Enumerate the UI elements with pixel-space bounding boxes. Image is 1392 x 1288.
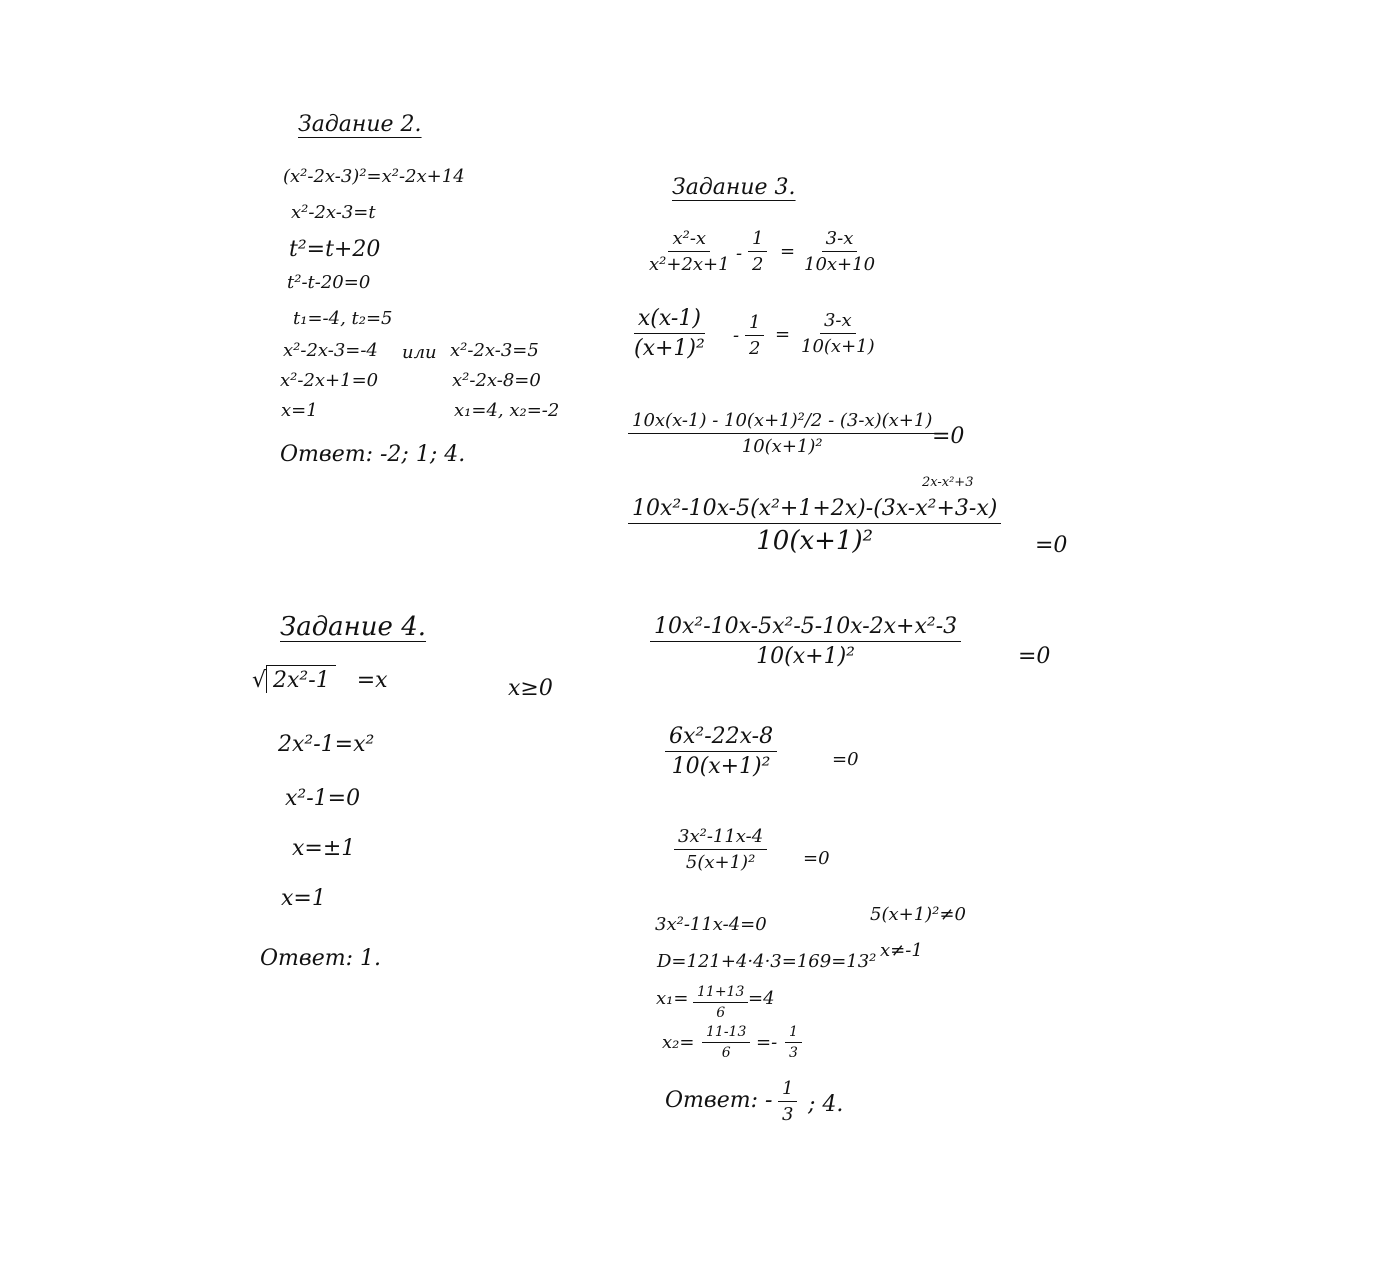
task4-rhs: =x — [356, 668, 388, 693]
denominator: 10(x+1)² — [671, 754, 771, 779]
task3-s6-frac — [665, 724, 777, 779]
denominator: 10x+10 — [804, 254, 876, 275]
task2-case1-line2: x²-2x+1=0 — [280, 370, 379, 391]
task3-s6-rhs: =0 — [832, 749, 859, 770]
task2-case2-line2: x²-2x-8=0 — [452, 370, 541, 391]
task2-case2-line1: x²-2x-3=5 — [450, 340, 539, 361]
task4-condition: x≥0 — [508, 676, 553, 701]
denominator: x²+2x+1 — [649, 254, 730, 275]
task4-equation — [252, 668, 388, 693]
numerator: 1 — [778, 1078, 797, 1102]
task3-x2-label: x₂= — [662, 1032, 695, 1053]
task4-line-1: 2x²-1=x² — [278, 732, 375, 757]
denominator: 10(x+1) — [801, 336, 875, 357]
task2-title: Задание 2. — [298, 112, 422, 137]
task2-line-2: x²-2x-3=t — [291, 202, 376, 223]
denominator: 10(x+1)² — [756, 526, 874, 556]
task2-line-4: t²-t-20=0 — [287, 272, 371, 293]
task3-s2-frac2 — [745, 312, 764, 359]
task2-case2-line3: x₁=4, x₂=-2 — [454, 400, 560, 421]
denominator: 6 — [721, 1045, 731, 1061]
task3-s4-frac — [628, 496, 1001, 556]
denominator: 2 — [749, 338, 761, 359]
denominator: 10(x+1)² — [756, 644, 855, 669]
denominator: 5(x+1)² — [685, 852, 756, 873]
numerator: 6x²-22x-8 — [665, 724, 777, 752]
task3-x2-fraction — [785, 1024, 802, 1061]
task3-x1-label: x₁= — [656, 988, 689, 1009]
numerator: 11+13 — [693, 984, 748, 1003]
task3-condition-2: x≠-1 — [880, 940, 923, 961]
task3-s2-equals: = — [775, 324, 791, 345]
task3-s5-frac — [650, 614, 961, 669]
radicand: 2x²-1 — [266, 665, 336, 693]
numerator: x(x-1) — [634, 306, 705, 334]
numerator: 3-x — [820, 310, 856, 334]
task2-line-1: (x²-2x-3)²=x²-2x+14 — [283, 166, 465, 187]
task3-s2-frac3 — [797, 310, 879, 357]
task3-s4-note: 2x-x²+3 — [922, 475, 974, 490]
task2-case1-line3: x=1 — [281, 400, 318, 421]
task4-line-4: x=1 — [281, 886, 326, 911]
task3-s2-minus: - — [733, 325, 740, 346]
task3-x1-frac — [693, 984, 748, 1021]
task3-answer-suffix: ; 4. — [808, 1092, 844, 1117]
task3-condition-1: 5(x+1)²≠0 — [870, 904, 966, 925]
task3-s1-equals: = — [780, 241, 796, 262]
task4-line-2: x²-1=0 — [285, 786, 361, 811]
task3-s7-rhs: =0 — [803, 848, 830, 869]
numerator: 1 — [745, 312, 764, 336]
task3-s2-frac1 — [630, 306, 709, 361]
denominator: 6 — [716, 1005, 726, 1021]
task4-line-3: x=±1 — [292, 836, 356, 861]
task2-case1-line1: x²-2x-3=-4 — [283, 340, 378, 361]
task3-quadratic: 3x²-11x-4=0 — [655, 914, 767, 935]
task3-s3-frac — [628, 410, 936, 457]
task3-s4-rhs: =0 — [1035, 533, 1068, 558]
task2-line-3: t²=t+20 — [289, 237, 381, 262]
denominator: 3 — [782, 1104, 794, 1125]
numerator: 11-13 — [702, 1024, 750, 1043]
denominator: 10(x+1)² — [741, 436, 823, 457]
denominator: 3 — [789, 1045, 798, 1061]
task3-answer-fraction — [778, 1078, 797, 1125]
task3-s7-frac — [674, 826, 767, 873]
task4-answer: Ответ: 1. — [260, 946, 381, 971]
task3-x2-frac — [702, 1024, 750, 1061]
numerator: 1 — [748, 228, 767, 252]
task3-s1-frac1 — [645, 228, 734, 275]
sqrt-sign: √ — [252, 668, 267, 693]
task3-s1-minus: - — [736, 243, 743, 264]
task3-discriminant: D=121+4·4·3=169=13² — [657, 951, 877, 972]
numerator: 10x(x-1) - 10(x+1)²/2 - (3-x)(x+1) — [628, 410, 936, 434]
task3-title: Задание 3. — [672, 175, 796, 200]
numerator: x²-x — [668, 228, 710, 252]
task4-title: Задание 4. — [280, 612, 427, 642]
task3-x2-result: =- — [756, 1032, 778, 1053]
numerator: 10x²-10x-5(x²+1+2x)-(3x-x²+3-x) — [628, 496, 1001, 524]
task3-x1-result: =4 — [748, 988, 775, 1009]
numerator: 1 — [785, 1024, 802, 1043]
task3-s5-rhs: =0 — [1018, 644, 1051, 669]
task3-s1-frac2 — [748, 228, 767, 275]
task2-line-5: t₁=-4, t₂=5 — [293, 308, 393, 329]
task3-s3-rhs: =0 — [932, 424, 965, 449]
task2-or: или — [402, 342, 437, 363]
numerator: 3-x — [822, 228, 858, 252]
numerator: 3x²-11x-4 — [674, 826, 767, 850]
denominator: (x+1)² — [634, 336, 705, 361]
task2-answer: Ответ: -2; 1; 4. — [280, 442, 466, 467]
denominator: 2 — [752, 254, 764, 275]
task3-answer-prefix: Ответ: - — [665, 1088, 773, 1113]
task3-s1-frac3 — [800, 228, 879, 275]
numerator: 10x²-10x-5x²-5-10x-2x+x²-3 — [650, 614, 961, 642]
